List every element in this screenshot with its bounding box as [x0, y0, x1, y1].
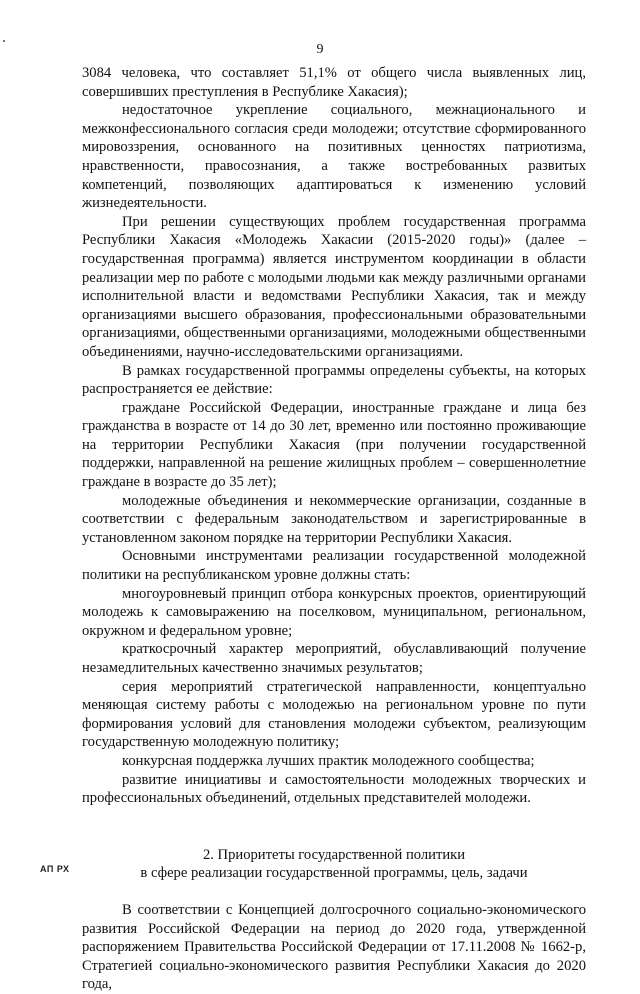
page-number: 9: [316, 42, 324, 57]
paragraph-list-item: краткосрочный характер мероприятий, обуславливающий получение незамедлительных качественно значимых результатов;: [82, 641, 586, 676]
document-body: [82, 64, 586, 994]
paragraph-list-item: серия мероприятий стратегической направленности, концептуально меняющая систему работы с молодежью на региональном уровне по пути формирования условий для становления молодежи субъектом, реализующим государственную молодежную политику;: [82, 678, 586, 751]
paragraph-program-role: При решении существующих проблем государственная программа Республики Хакасия «Молодежь Хакасии (2015-2020 годы)» (далее – государственная программа) является инструментом координации в области реализации мер по работе с молодыми людьми как между различными органами исполнительной власти и ведомствами Республики Хакасия, так и между организациями высшего образования, профессиональными образовательными организациями, общественными организациями, молодежными общественными объединениями, научно-исследовательскими организациями.: [82, 213, 586, 360]
footer-stamp-mark: АП РХ: [40, 864, 70, 874]
section-paragraph: В соответствии с Концепцией долгосрочного социально-экономического развития Российской Федерации на период до 2020 года, утвержденной распоряжением Правительства Российской Федерации от 17.11.2008 № 1662-р, Стратегией социально-экономического развития Республики Хакасия до 2020 года,: [82, 901, 586, 993]
section-title-line-2: в сфере реализации государственной программы, цель, задачи: [140, 865, 528, 882]
paragraph-list-item: многоуровневый принцип отбора конкурсных проектов, ориентирующий молодежь к самовыражению на поселковом, муниципальном, региональном, окружном и федеральном уровне;: [82, 585, 586, 639]
paragraph-subjects-intro: В рамках государственной программы определены субъекты, на которых распространяется ее действие:: [82, 362, 586, 398]
section-title-line-1: 2. Приоритеты государственной политики: [202, 846, 466, 863]
paragraph-list-item: развитие инициативы и самостоятельности молодежных творческих и профессиональных объединений, отдельных представителей молодежи.: [82, 771, 586, 807]
paragraph-list-item: граждане Российской Федерации, иностранные граждане и лица без гражданства в возрасте от 14 до 30 лет, временно или постоянно проживающие на территории Республики Хакасия (при получении государственной поддержки, направленной на решение жилищных проблем – совершеннолетние граждане в возрасте до 35 лет);: [82, 399, 586, 491]
paragraph-list-item: недостаточное укрепление социального, межнационального и межконфессионального согласия среди молодежи; отсутствие сформированного мировоззрения, основанного на позитивных ценностях патриотизма, нравственности, правосознания, а также востребованных развитых компетенций, позволяющих адаптироваться к изменению условий жизнедеятельности.: [82, 102, 586, 212]
paragraph-instruments-intro: Основными инструментами реализации государственной молодежной политики на республиканском уровне должны стать:: [82, 548, 586, 584]
paragraph-list-item: молодежные объединения и некоммерческие организации, созданные в соответствии с федеральным законодательством и зарегистрированные в установленном законом порядке на территории Республики Хакасия.: [82, 492, 586, 546]
paragraph-continuation: 3084 человека, что составляет 51,1% от общего числа выявленных лиц, совершивших преступления в Республике Хакасия);: [82, 65, 586, 100]
paragraph-list-item: конкурсная поддержка лучших практик молодежного сообщества;: [122, 752, 535, 769]
